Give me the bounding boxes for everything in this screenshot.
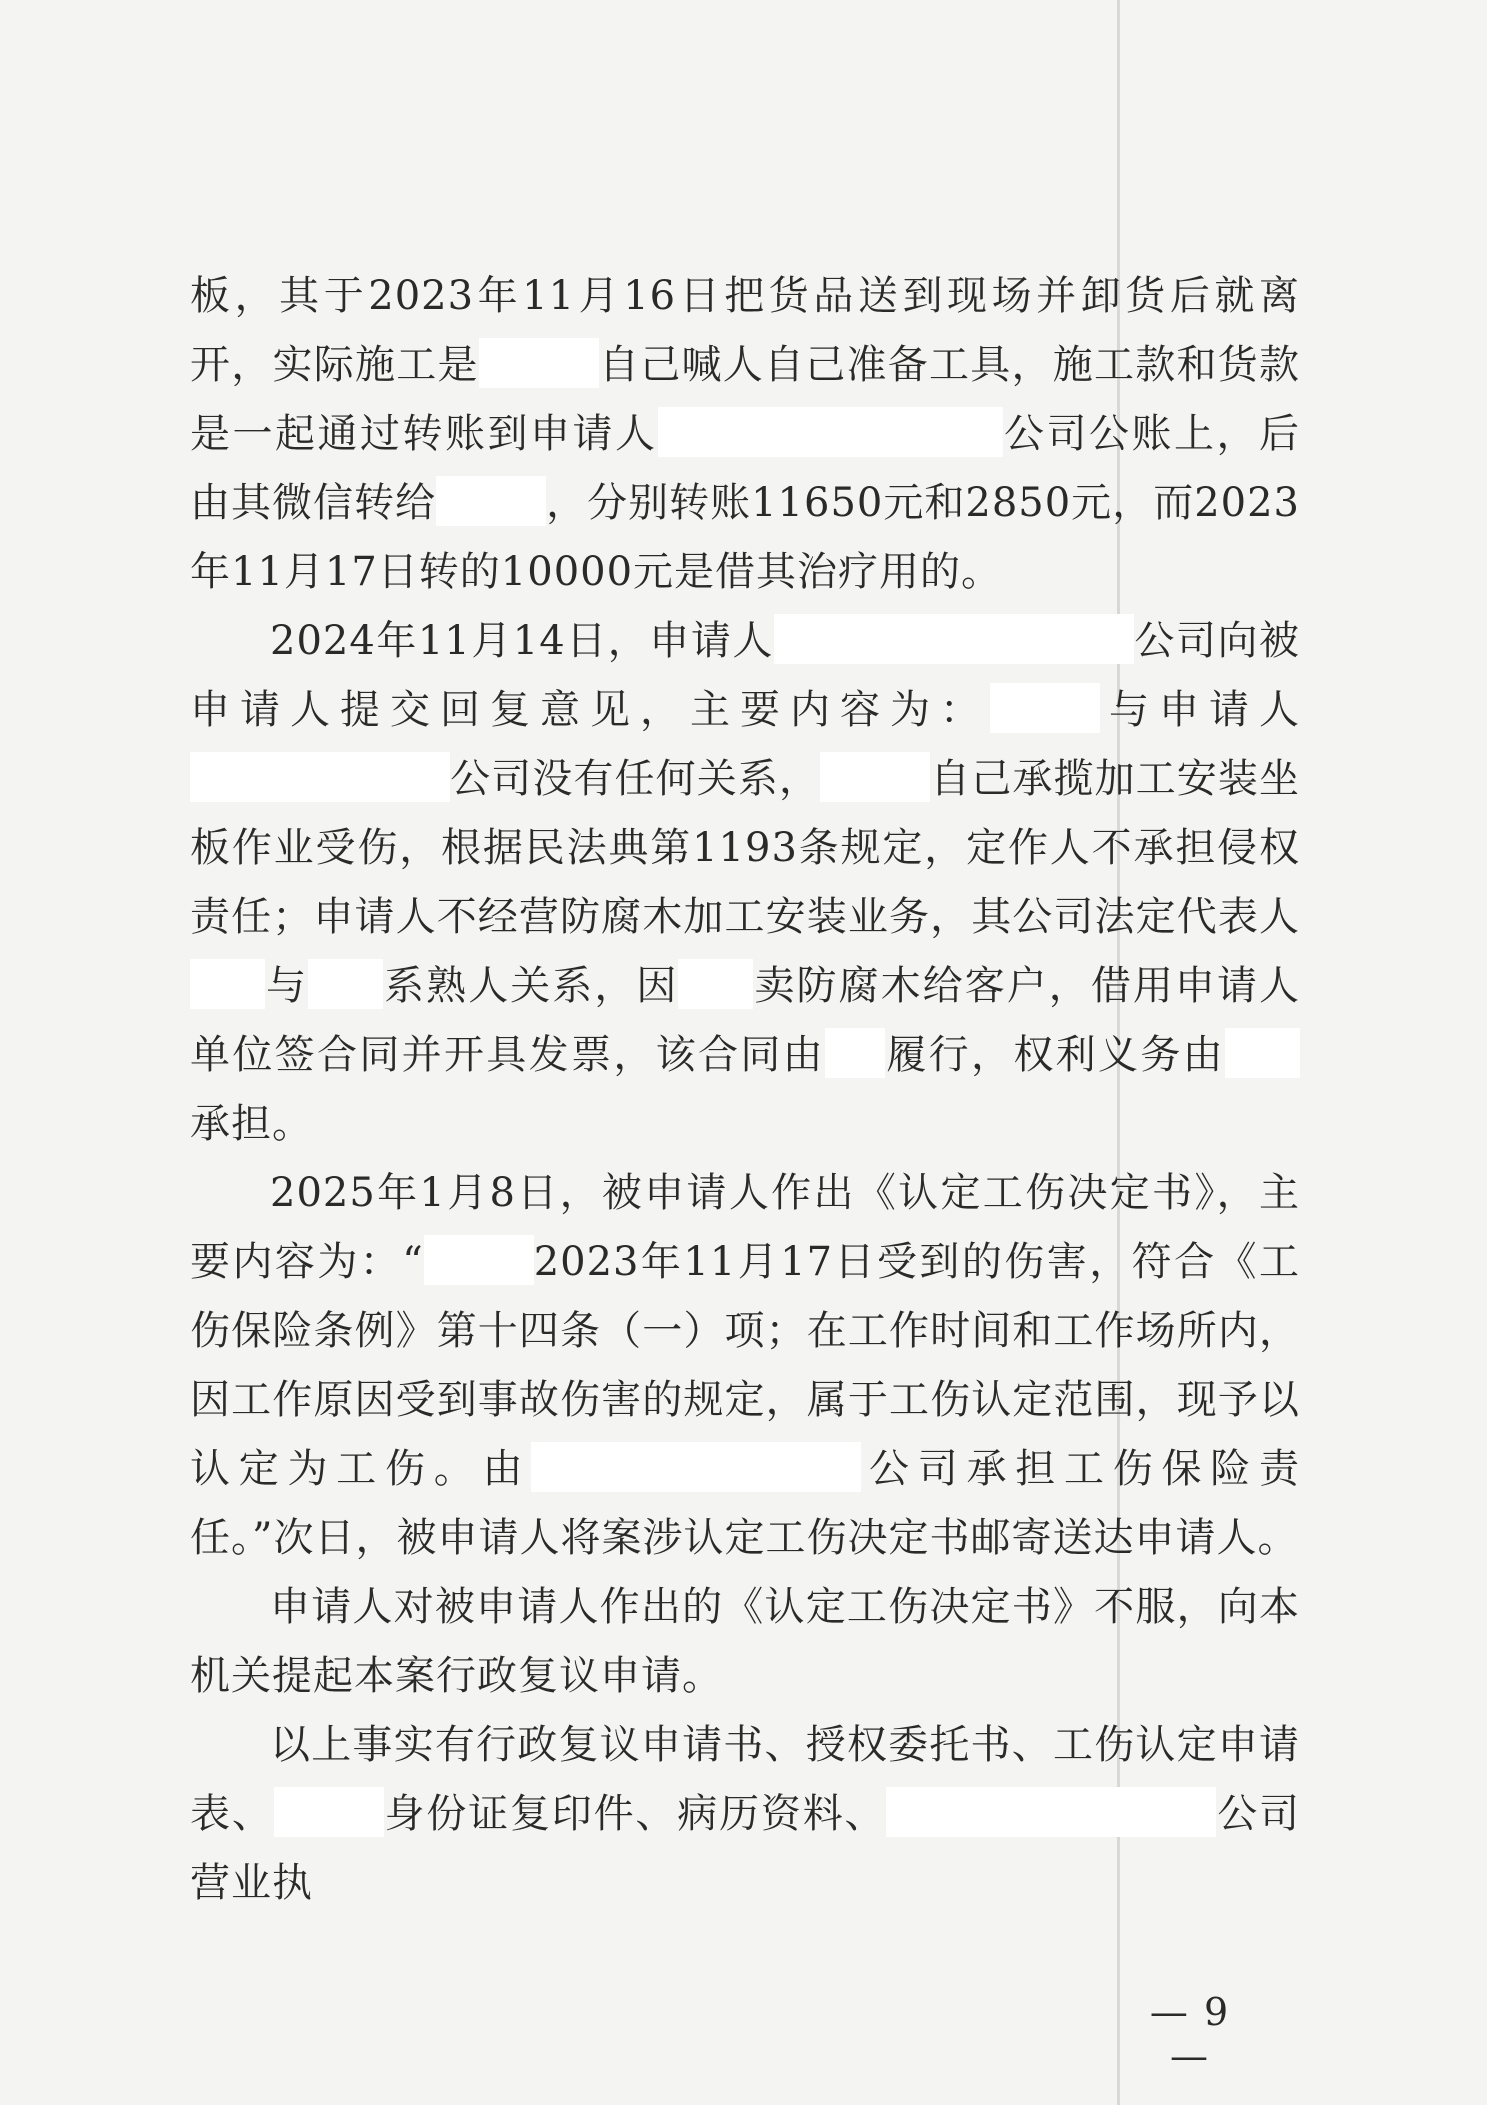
text-run: 卖防腐木给客户，借用申请人单位签合同并开具发票，该合同由 — [190, 963, 1301, 1078]
redaction-box — [774, 614, 1134, 664]
text-run: 承担。 — [190, 1101, 313, 1147]
redaction-box — [308, 959, 383, 1009]
redaction-box — [274, 1787, 384, 1837]
redaction-box — [436, 476, 546, 526]
redaction-box — [531, 1442, 861, 1492]
document-body — [190, 262, 1300, 1918]
paragraph-3 — [190, 1159, 1300, 1573]
text-run: 公司向被申请人提交回复意见，主要内容为： — [190, 618, 1301, 733]
text-run: 公司公账上，后由其微信转给 — [190, 411, 1300, 526]
redaction-box — [825, 1028, 885, 1078]
paragraph-2 — [190, 607, 1300, 1159]
text-run: 自己承揽加工安装坐板作业受伤，根据民法典第1193条规定，定作人不承担侵权责任；申请人不经营防腐木加工安装业务，其公司法定代表人 — [190, 756, 1301, 940]
redaction-box — [990, 683, 1100, 733]
text-run: 板，其于2023年11月16日把货品送到现场并卸货后就离开，实际施工是 — [190, 273, 1300, 388]
redaction-box — [658, 407, 1003, 457]
text-run: 与申请人 — [1100, 687, 1300, 733]
redaction-box — [1225, 1028, 1300, 1078]
redaction-box — [820, 752, 930, 802]
text-run: 公司没有任何关系， — [450, 756, 821, 802]
text-run: 以上事实有行政复议申请书、授权委托书、工伤认定申请表、 — [190, 1722, 1300, 1837]
text-run: 公司承担工伤保险责任。”次日，被申请人将案涉认定工伤决定书邮寄送达申请人。 — [190, 1446, 1300, 1561]
text-run: 履行，权利义务由 — [885, 1032, 1225, 1078]
redaction-box — [678, 959, 753, 1009]
redaction-box — [479, 338, 599, 388]
text-run: ，分别转账11650元和2850元，而2023年11月17日转的10000元是借其治疗用的。 — [190, 480, 1301, 595]
redaction-box — [190, 959, 265, 1009]
redaction-box — [190, 752, 450, 802]
redaction-box — [886, 1787, 1216, 1837]
text-run: 2023年11月17日受到的伤害，符合《工伤保险条例》第十四条（一）项；在工作时间和工作场所内，因工作原因受到事故伤害的规定，属于工伤认定范围，现予以认定为工伤。由 — [190, 1239, 1300, 1492]
text-run: 身份证复印件、病历资料、 — [383, 1791, 887, 1837]
page-number: — 9 — — [1149, 1990, 1231, 2078]
text-run: 自己喊人自己准备工具，施工款和货款是一起通过转账到申请人 — [190, 342, 1300, 457]
text-run: 公司营业执 — [190, 1791, 1301, 1906]
text-run: 2025年1月8日，被申请人作出《认定工伤决定书》，主要内容为：“ — [190, 1170, 1300, 1285]
text-run: 2024年11月14日，申请人 — [270, 618, 774, 664]
paragraph-1 — [190, 262, 1300, 607]
redaction-box — [424, 1235, 534, 1285]
text-run: 系熟人关系，因 — [383, 963, 679, 1009]
text-run: 与 — [265, 963, 309, 1009]
paragraph-4: 申请人对被申请人作出的《认定工伤决定书》不服，向本机关提起本案行政复议申请。 — [190, 1584, 1300, 1699]
paragraph-5 — [190, 1711, 1300, 1918]
